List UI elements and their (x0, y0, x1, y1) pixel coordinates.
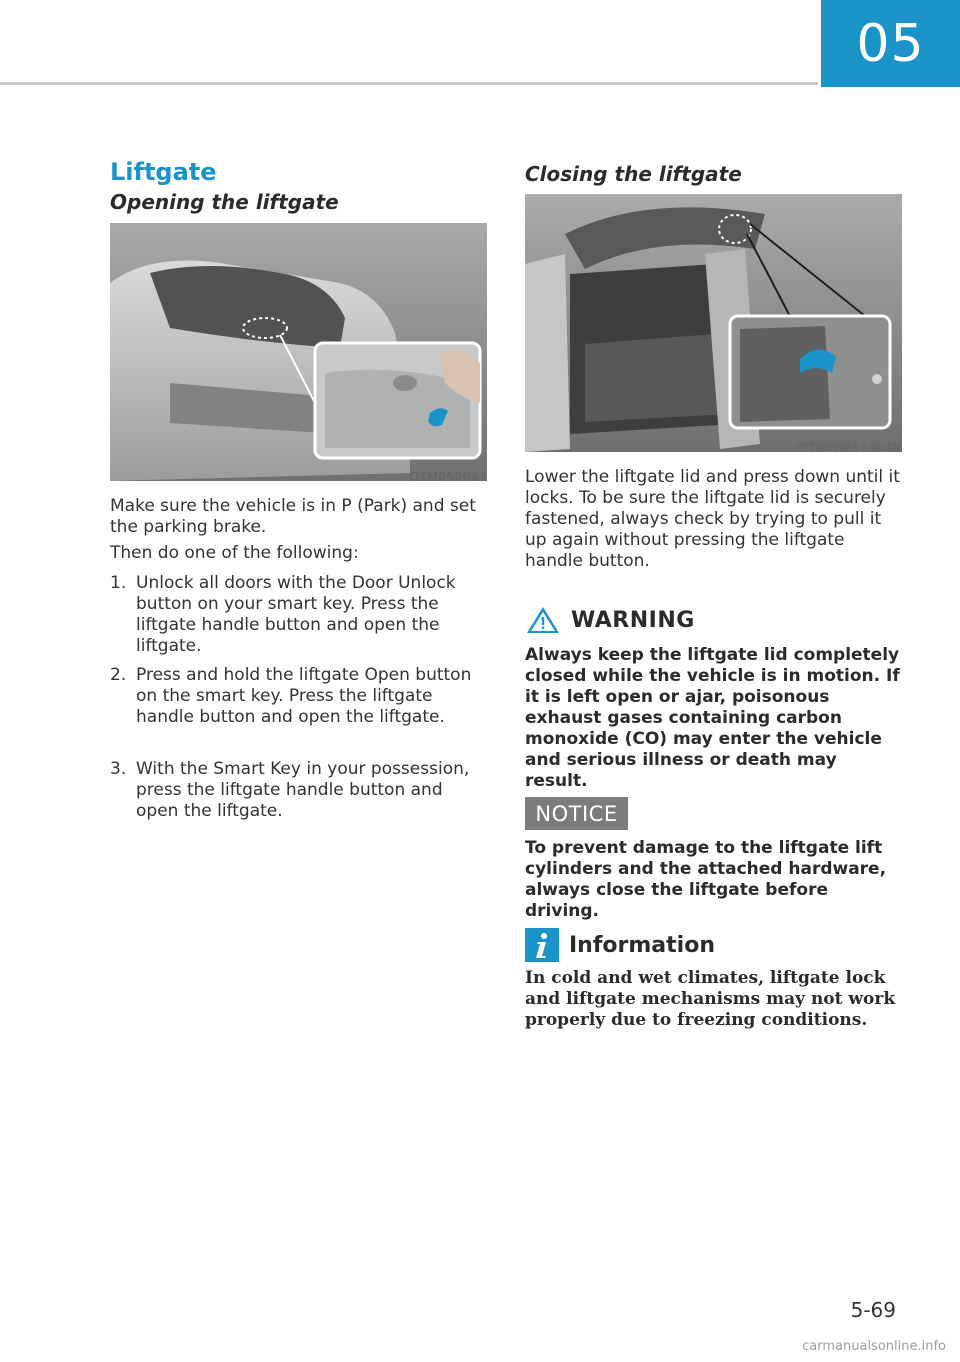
section-title: Liftgate (110, 158, 217, 186)
list-item (110, 665, 485, 728)
closing-liftgate-illustration (525, 194, 902, 452)
figure-code: OTM050047 (409, 470, 487, 484)
notice-text: To prevent damage to the liftgate lift cylinders and the attached hardware, always close the liftgate before driving. (525, 838, 887, 921)
information-icon (525, 928, 559, 962)
notice-badge: NOTICE (525, 797, 628, 830)
warning-icon (525, 605, 561, 635)
list-item (110, 573, 485, 657)
warning-heading (525, 605, 695, 635)
then-line: Then do one of the following: (110, 543, 359, 563)
information-label: Information (569, 932, 715, 958)
list-item (110, 759, 485, 822)
list-text: Unlock all doors with the Door Unlock button on your smart key. Press the liftgate handle button and open the liftgate. (136, 573, 456, 656)
intro-paragraph: Make sure the vehicle is in P (Park) and set the parking brake. (110, 496, 476, 537)
subheading-closing: Closing the liftgate (525, 162, 742, 186)
warning-text: Always keep the liftgate lid completely closed while the vehicle is in motion. If it is left open or ajar, poisonous exhaust gases containing carbon monoxide (CO) may enter the vehicle and serious illness or death may result. (525, 645, 900, 791)
figure-code: OTMPH051004N (797, 441, 902, 455)
warning-label: WARNING (571, 607, 695, 633)
opening-liftgate-illustration (110, 223, 487, 481)
subheading-opening: Opening the liftgate (110, 190, 339, 214)
information-heading (525, 928, 715, 962)
list-text: Press and hold the liftgate Open button on the smart key. Press the liftgate handle button and open the liftgate. (136, 665, 472, 727)
page-number: 5-69 (850, 1298, 896, 1322)
figure-closing-liftgate (525, 194, 902, 452)
figure-opening-liftgate (110, 223, 487, 481)
information-text: In cold and wet climates, liftgate lock and liftgate mechanisms may not work properly due to freezing conditions. (525, 968, 896, 1030)
header-rule (0, 82, 818, 85)
watermark: carmanualsonline.info (802, 1339, 946, 1354)
list-number: 1. (110, 573, 127, 593)
list-number: 2. (110, 665, 127, 685)
closing-paragraph: Lower the liftgate lid and press down until it locks. To be sure the liftgate lid is securely fastened, always check by trying to pull it up again without pressing the liftgate handle button. (525, 467, 900, 571)
list-text: With the Smart Key in your possession, press the liftgate handle button and open the liftgate. (136, 759, 470, 821)
chapter-tab: 05 (821, 0, 960, 87)
list-number: 3. (110, 759, 127, 779)
